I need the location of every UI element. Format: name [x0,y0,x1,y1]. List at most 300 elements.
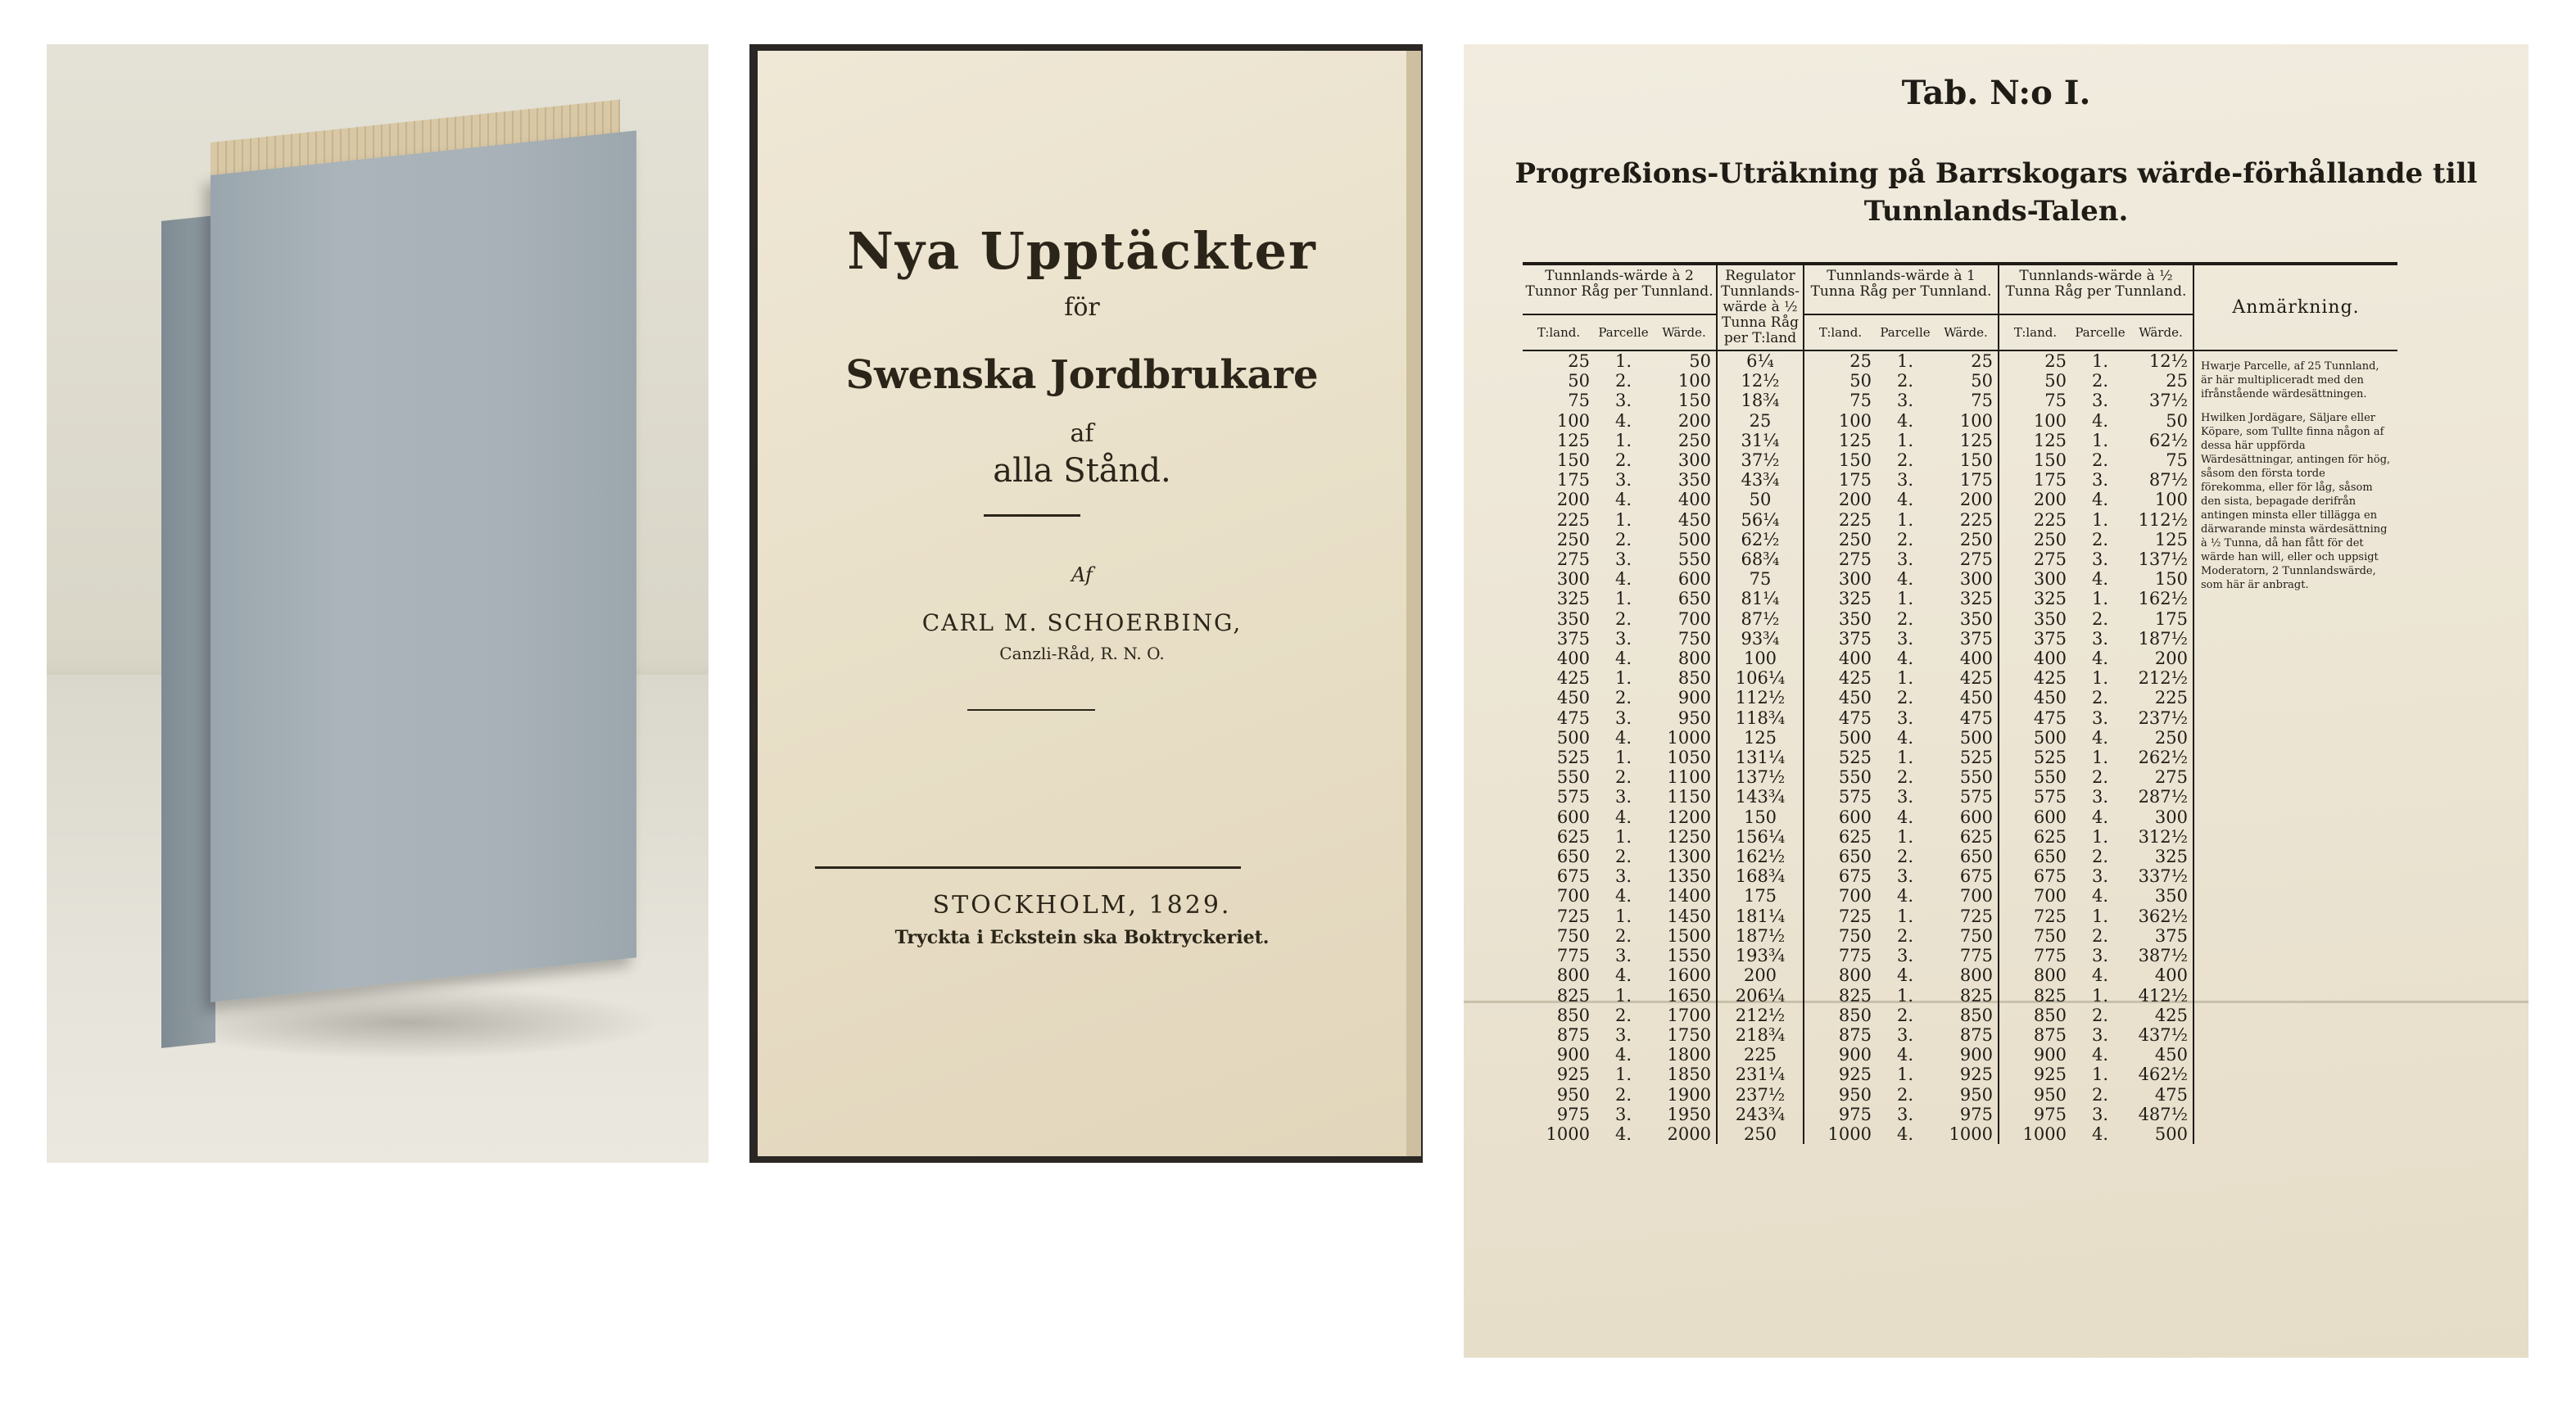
table-cell: 100 [1838,410,1872,431]
table-cell: 1600 [1667,965,1711,986]
table-cell: 237½ [1717,1085,1804,1105]
table-cell: 2. [2091,688,2109,708]
table-cell: 475 [1556,708,1590,728]
table-cell: 325 [1838,589,1872,609]
table-cell: 3. [1614,866,1632,887]
table-cell: 725 [1934,906,1999,926]
table-cell: 37½ [2148,391,2188,411]
author-rank: Canzli-Råd, R. N. O. [999,644,1165,663]
table-cell: 600 [1677,569,1711,590]
table-cell: 1. [2091,748,2109,768]
table-cell: 900 [1556,1045,1590,1065]
table-cell: 200 [2033,490,2067,510]
table-cell: 2. [1614,371,1632,391]
col-header-warde: Wärde. [2129,314,2193,350]
table-cell: 400 [1934,649,1999,668]
table-cell: 225 [1556,509,1590,530]
table-cell: 2. [2091,1005,2109,1025]
table-cell: 4. [1614,965,1632,986]
table-cell: 950 [1677,708,1711,728]
table-cell: 625 [1934,827,1999,847]
table-cell: 1050 [1667,748,1711,768]
col-header-warde: Wärde. [1652,314,1717,350]
table-cell: 600 [2033,807,2067,827]
table-cell: 425 [2154,1005,2188,1025]
table-cell: 25 [2166,371,2188,391]
table-cell: 350 [1556,608,1590,629]
table-cell: 106¼ [1717,668,1804,688]
table-cell: 725 [2033,906,2067,926]
table-cell: 3. [2091,470,2109,491]
table-cell: 1650 [1667,985,1711,1006]
table-cell: 75 [1849,391,1872,411]
table-cell: 3. [1614,708,1632,728]
table-cell: 125 [1556,430,1590,450]
note-paragraph: Hwarje Parcelle, af 25 Tunnland, är här multipliceradt med den ifrånstående wärdesättningen. [2201,360,2379,400]
table-cell: 162½ [2138,589,2188,609]
table-cell: 287½ [2138,787,2188,807]
table-cell: 12½ [2148,351,2188,371]
table-cell: 425 [1934,668,1999,688]
table-cell: 200 [1838,490,1872,510]
table-cell: 75 [1568,391,1590,411]
table-cell: 850 [2033,1005,2067,1025]
table-cell: 437½ [2138,1024,2188,1045]
table-cell: 25 [1849,351,1872,371]
table-cell: 2. [1896,925,1914,946]
table-cell: 700 [1934,886,1999,906]
group-header-1-tunna: Tunnlands-wärde à 1 Tunna Råg per Tunnland. [1804,264,1999,314]
table-cell: 200 [1556,490,1590,510]
note-paragraph: Hwilken Jordägare, Säljare eller Köpare, som Tullte finna någon af dessa här uppförda Wärdesättningar, antingen för hög, såsom den första torde förekomma, eller för låg, såsom den sista, bepagade derifrån antingen minsta eller tillägga en därwarande minsta wärdesättning à ½ Tunna, då han fått för det wärde han will, eller och uppsigt Moderatorn, 2 Tunnlandswärde, som här är anbragt. [2201,412,2391,591]
table-cell: 137½ [1717,767,1804,787]
table-cell: 775 [2033,946,2067,966]
table-cell: 300 [2154,807,2188,827]
table-cell: 2000 [1667,1123,1711,1144]
table-cell: 800 [2033,965,2067,986]
table-cell: 312½ [2138,826,2188,847]
table-cell: 3. [2091,946,2109,966]
table-cell: 75 [1934,391,1999,410]
table-cell: 2. [1614,688,1632,708]
table-cell: 1750 [1667,1024,1711,1045]
table-cell: 4. [1896,886,1914,906]
table-cell: 150 [2033,450,2067,471]
col-header-parcelle: Parcelle [1595,314,1652,350]
table-body [1523,350,2397,1144]
table-cell: 250 [1717,1124,1804,1144]
table-cell: 225 [1838,509,1872,530]
col-header-tland: T:land. [1999,314,2071,350]
table-cell: 3. [1614,1024,1632,1045]
table-cell: 150 [2154,569,2188,590]
table-cell: 100 [1677,371,1711,391]
table-cell: 75 [2044,391,2067,411]
table-cell: 675 [1934,866,1999,886]
table-cell: 850 [1838,1005,1872,1025]
table-cell: 3. [2091,391,2109,411]
table-cell: 4. [2091,569,2109,590]
table-cell: 4. [2091,807,2109,827]
table-cell: 300 [1838,569,1872,590]
table-cell: 500 [2033,727,2067,748]
table-cell: 1. [2091,906,2109,926]
table-cell: 175 [2033,470,2067,491]
table-cell: 975 [2033,1104,2067,1124]
table-cell: 450 [1838,688,1872,708]
table-cell: 750 [1934,926,1999,946]
table-cell: 50 [1717,490,1804,509]
table-cell: 450 [2154,1045,2188,1065]
table-cell: 1950 [1667,1104,1711,1124]
table-cell: 2. [1614,847,1632,867]
table-cell: 1. [2091,826,2109,847]
col-header-parcelle: Parcelle [1877,314,1934,350]
table-cell: 100 [1934,411,1999,431]
table-cell: 875 [2033,1024,2067,1045]
table-cell: 1. [1614,826,1632,847]
table-cell: 500 [1556,727,1590,748]
table-cell: 3. [2091,1024,2109,1045]
table-cell: 75 [2166,450,2188,471]
table-cell: 400 [1556,649,1590,669]
table-cell: 487½ [2138,1104,2188,1124]
table-cell: 475 [2154,1084,2188,1105]
notes-column [2193,350,2397,1144]
table-cell: 225 [1717,1045,1804,1065]
table-cell: 2. [1896,688,1914,708]
table-cell: 1000 [1546,1123,1590,1144]
table-cell: 650 [1556,847,1590,867]
table-cell: 3. [2091,787,2109,807]
table-cell: 56¼ [1717,510,1804,530]
table-cell: 87½ [1717,609,1804,629]
table-cell: 112½ [1717,688,1804,708]
table-cell: 193¾ [1717,946,1804,965]
table-cell: 500 [1838,727,1872,748]
table-cell: 2. [1614,450,1632,471]
table-cell: 175 [1838,470,1872,491]
table-cell: 825 [1556,985,1590,1006]
table-row [1523,350,2397,371]
table-cell: 450 [2033,688,2067,708]
table-cell: 1100 [1667,767,1711,788]
table-cell: 850 [1677,668,1711,689]
table-cell: 2. [2091,1084,2109,1105]
table-cell: 650 [1838,847,1872,867]
table-cell: 900 [1838,1045,1872,1065]
table-cell: 3. [1896,946,1914,966]
table-cell: 1. [1896,589,1914,609]
table-cell: 800 [1677,649,1711,669]
table-cell: 475 [1934,708,1999,728]
table-cell: 900 [1934,1045,1999,1065]
table-cell: 325 [2033,589,2067,609]
table-cell: 156¼ [1717,827,1804,847]
table-cell: 3. [1896,628,1914,649]
table-cell: 400 [1677,490,1711,510]
table-cell: 700 [2033,886,2067,906]
table-cell: 200 [2154,649,2188,669]
table-cell: 375 [1934,629,1999,649]
table-cell: 3. [2091,866,2109,887]
imprint-printer: Tryckta i Eckstein ska Boktryckeriet. [894,927,1270,948]
table-cell: 775 [1934,946,1999,965]
table-cell: 750 [1838,925,1872,946]
table-cell: 750 [1556,925,1590,946]
table-cell: 112½ [2138,509,2188,530]
table-cell: 1. [1896,826,1914,847]
table-cell: 4. [1614,410,1632,431]
book-title: Nya Upptäckter [847,221,1317,281]
table-cell: 775 [1556,946,1590,966]
table-cell: 206¼ [1717,986,1804,1006]
table-cell: 1000 [1667,727,1711,748]
by-word: Af [1071,563,1093,586]
table-cell: 775 [1838,946,1872,966]
table-cell: 50 [1849,371,1872,391]
table-cell: 425 [2033,668,2067,689]
table-cell: 325 [2154,847,2188,867]
table-cell: 2. [2091,608,2109,629]
title-estates: alla Stånd. [993,452,1171,490]
table-cell: 500 [1677,529,1711,549]
table-cell: 6¼ [1717,350,1804,371]
table-cell: 700 [1556,886,1590,906]
table-cell: 900 [1677,688,1711,708]
table-cell: 1400 [1667,886,1711,906]
table-cell: 3. [1896,1024,1914,1045]
table-cell: 100 [2154,490,2188,510]
table-cell: 2. [1614,767,1632,788]
table-cell: 600 [1934,807,1999,827]
table-cell: 700 [1838,886,1872,906]
table-cell: 3. [1896,1104,1914,1124]
table-cell: 50 [1568,371,1590,391]
table-cell: 200 [1934,490,1999,509]
table-cell: 1. [1614,906,1632,926]
table-cell: 4. [1614,490,1632,510]
table-cell: 2. [1896,1084,1914,1105]
table-cell: 1500 [1667,925,1711,946]
table-cell: 75 [1717,569,1804,589]
table-cell: 1250 [1667,826,1711,847]
table-cell: 1800 [1667,1045,1711,1065]
table-cell: 3. [1614,787,1632,807]
table-cell: 3. [1614,628,1632,649]
table-cell: 100 [1556,410,1590,431]
table-cell: 4. [1896,1045,1914,1065]
table-cell: 225 [2154,688,2188,708]
table-cell: 2. [2091,767,2109,788]
table-cell: 1. [1896,509,1914,530]
table-cell: 250 [1556,529,1590,549]
table-cell: 4. [1896,1123,1914,1144]
table-cell: 1. [2091,668,2109,689]
table-cell: 925 [1556,1065,1590,1085]
table-cell: 125 [2154,529,2188,549]
table-cell: 200 [1717,965,1804,985]
table-cell: 250 [1934,530,1999,549]
table-cell: 337½ [2138,866,2188,887]
table-cell: 181¼ [1717,906,1804,926]
table-cell: 43¾ [1717,470,1804,490]
table-cell: 675 [1556,866,1590,887]
table-cell: 150 [1556,450,1590,471]
table-cell: 150 [1934,450,1999,470]
table-cell: 850 [1556,1005,1590,1025]
col-header-parcelle: Parcelle [2071,314,2129,350]
table-cell: 362½ [2138,906,2188,926]
table-cell: 2. [1896,371,1914,391]
table-cell: 725 [1838,906,1872,926]
table-cell: 50 [1689,351,1711,371]
table-cell: 31¼ [1717,431,1804,450]
table-cell: 250 [2154,727,2188,748]
table-cell: 350 [1677,470,1711,491]
table-cell: 350 [2154,886,2188,906]
table-cell: 143¾ [1717,787,1804,807]
table-cell: 875 [1838,1024,1872,1045]
table-cell: 225 [1934,510,1999,530]
table-cell: 1. [1896,430,1914,450]
table-cell: 87½ [2148,470,2188,491]
table-cell: 1. [2091,589,2109,609]
table-cell: 1000 [1934,1124,1999,1144]
table-cell: 275 [1556,549,1590,570]
table-cell: 25 [2044,351,2067,371]
author-name: CARL M. SCHOERBING, [921,609,1243,636]
table-cell: 925 [1838,1065,1872,1085]
table-cell: 1. [1614,589,1632,609]
table-cell: 650 [1677,589,1711,609]
table-cell: 950 [1838,1084,1872,1105]
table-cell: 118¾ [1717,708,1804,728]
table-cell: 275 [2154,767,2188,788]
table-cell: 68¾ [1717,549,1804,569]
imprint-city-year: STOCKHOLM, 1829. [932,891,1232,920]
table-cell: 1. [1896,985,1914,1006]
table-cell: 12½ [1717,371,1804,391]
table-cell: 575 [1838,787,1872,807]
table-cell: 325 [1934,589,1999,608]
table-cell: 262½ [2138,748,2188,768]
table-cell: 1850 [1667,1065,1711,1085]
table-cell: 175 [1934,470,1999,490]
table-cell: 625 [1556,826,1590,847]
table-cell: 375 [2154,925,2188,946]
table-cell: 2. [1896,767,1914,788]
table-cell: 250 [1838,529,1872,549]
table-cell: 2. [2091,529,2109,549]
table-cell: 2. [2091,847,2109,867]
table-cell: 650 [2033,847,2067,867]
col-header-tland: T:land. [1804,314,1877,350]
table-cell: 1. [1614,351,1632,371]
table-cell: 137½ [2138,549,2188,570]
table-cell: 2. [1896,1005,1914,1025]
table-cell: 187½ [1717,926,1804,946]
table-cell: 4. [1896,569,1914,590]
table-cell: 3. [2091,1104,2109,1124]
table-cell: 4. [2091,965,2109,986]
table-cell: 1300 [1667,847,1711,867]
table-cell: 3. [1896,391,1914,411]
table-cell: 2. [2091,450,2109,471]
table-cell: 187½ [2138,628,2188,649]
table-cell: 2. [1896,529,1914,549]
table-cell: 925 [2033,1065,2067,1085]
table-cell: 1900 [1667,1084,1711,1105]
table-cell: 25 [1934,350,1999,371]
table-cell: 4. [2091,886,2109,906]
table-cell: 168¾ [1717,866,1804,886]
table-cell: 350 [1934,609,1999,629]
table-cell: 25 [1568,351,1590,371]
table-cell: 4. [1614,569,1632,590]
table-cell: 4. [1896,490,1914,510]
title-rule-2 [967,709,1095,711]
table-cell: 975 [1934,1105,1999,1124]
table-cell: 131¼ [1717,748,1804,767]
table-cell: 150 [1838,450,1872,471]
table-cell: 3. [1614,470,1632,491]
table-cell: 300 [1934,569,1999,589]
table-cell: 750 [2033,925,2067,946]
table-cell: 18¾ [1717,391,1804,410]
table-cell: 212½ [1717,1006,1804,1025]
table-cell: 625 [2033,826,2067,847]
group-header-2-tunnor: Tunnlands-wärde à 2 Tunnor Råg per Tunnland. [1523,264,1717,314]
table-cell: 450 [1934,688,1999,708]
table-cell: 2. [1614,1005,1632,1025]
table-cell: 3. [1896,787,1914,807]
table-cell: 1. [1614,1065,1632,1085]
table-cell: 3. [1896,708,1914,728]
table-cell: 1. [1614,509,1632,530]
table-cell: 3. [1614,549,1632,570]
table-cell: 500 [1934,728,1999,748]
table-cell: 525 [1934,748,1999,767]
table-cell: 1. [1896,748,1914,768]
table-cell: 550 [2033,767,2067,788]
table-cell: 243¾ [1717,1105,1804,1124]
foldout-table-photo [1464,44,2528,1358]
table-cell: 500 [2154,1123,2188,1144]
table-cell: 50 [2166,410,2188,431]
table-cell: 900 [2033,1045,2067,1065]
table-cell: 1. [1614,430,1632,450]
table-cell: 4. [1614,886,1632,906]
table-cell: 250 [2033,529,2067,549]
title-page-photo [749,44,1423,1163]
table-cell: 375 [2033,628,2067,649]
table-cell: 1700 [1667,1005,1711,1025]
table-cell: 750 [1677,628,1711,649]
table-cell: 62½ [2148,430,2188,450]
table-cell: 1000 [1827,1123,1872,1144]
table-cell: 300 [1556,569,1590,590]
table-cell: 4. [2091,410,2109,431]
table-cell: 4. [1896,410,1914,431]
table-cell: 175 [1717,886,1804,906]
table-cell: 162½ [1717,847,1804,866]
table-cell: 975 [1838,1104,1872,1124]
table-cell: 4. [1614,1123,1632,1144]
table-cell: 375 [1556,628,1590,649]
table-cell: 212½ [2138,668,2188,689]
title-page-paper [758,51,1421,1156]
